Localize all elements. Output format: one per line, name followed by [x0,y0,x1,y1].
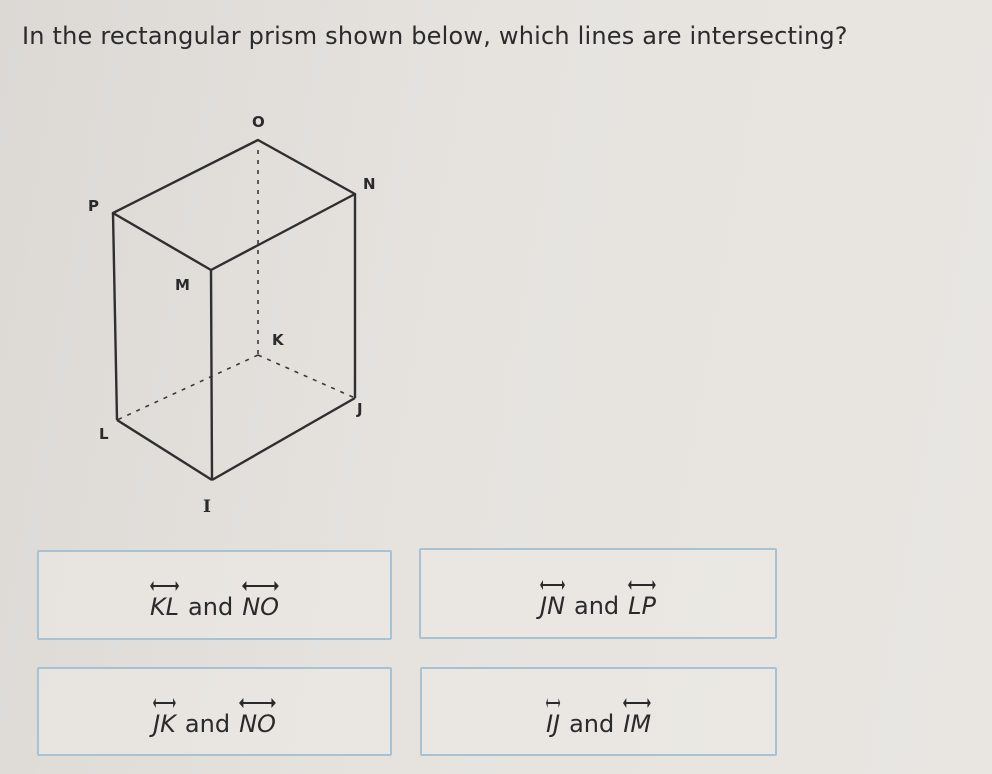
double-arrow-icon [153,698,176,708]
label-n: N [363,175,376,193]
line-label: KL [149,593,180,621]
rectangular-prism-figure [70,100,390,524]
choice-a-content [150,581,279,619]
double-arrow-icon [150,581,179,591]
line-symbol [546,698,560,736]
answer-choice-b[interactable] [419,548,777,639]
line-symbol [153,698,176,736]
label-o: O [252,113,265,131]
edge-ij [212,398,355,480]
line-label: JK [153,709,176,738]
line-symbol [623,698,651,736]
line-symbol [242,581,279,619]
conjunction: and [188,593,234,621]
double-arrow-icon [623,698,651,708]
conjunction: and [569,709,615,738]
top-face [113,140,355,270]
label-j: J [357,400,363,418]
prism-drawing [70,100,390,520]
double-arrow-icon [546,698,560,708]
label-k: K [272,331,284,349]
double-arrow-icon [540,580,565,590]
edge-kj-hidden [258,355,355,398]
answer-choice-a[interactable] [37,550,392,640]
label-p: P [88,197,99,215]
question-text: In the rectangular prism shown below, which lines are intersecting? [22,22,848,50]
edge-pl [113,213,117,420]
line-symbol [239,698,276,736]
conjunction: and [184,709,231,738]
line-label: IM [623,709,652,738]
answer-choice-d[interactable] [420,667,777,756]
double-arrow-icon [628,580,656,590]
label-l: L [99,425,109,443]
line-label: NO [239,709,276,738]
line-label: IJ [545,709,561,738]
choice-c-content [153,698,276,736]
choice-d-content [546,698,651,736]
label-m: M [175,276,190,294]
choice-b-content [540,580,656,618]
answer-choice-c[interactable] [37,667,392,756]
line-symbol [540,580,565,618]
line-label: JN [539,591,566,620]
double-arrow-icon [242,581,279,591]
label-i: I [203,497,211,517]
conjunction: and [574,591,620,620]
double-arrow-icon [239,698,276,708]
line-symbol [628,580,656,618]
edge-mi [211,270,212,480]
line-symbol [150,581,179,619]
line-label: NO [242,593,280,621]
edge-kl-hidden [117,355,258,420]
edge-li [117,420,212,480]
line-label: LP [628,591,657,620]
